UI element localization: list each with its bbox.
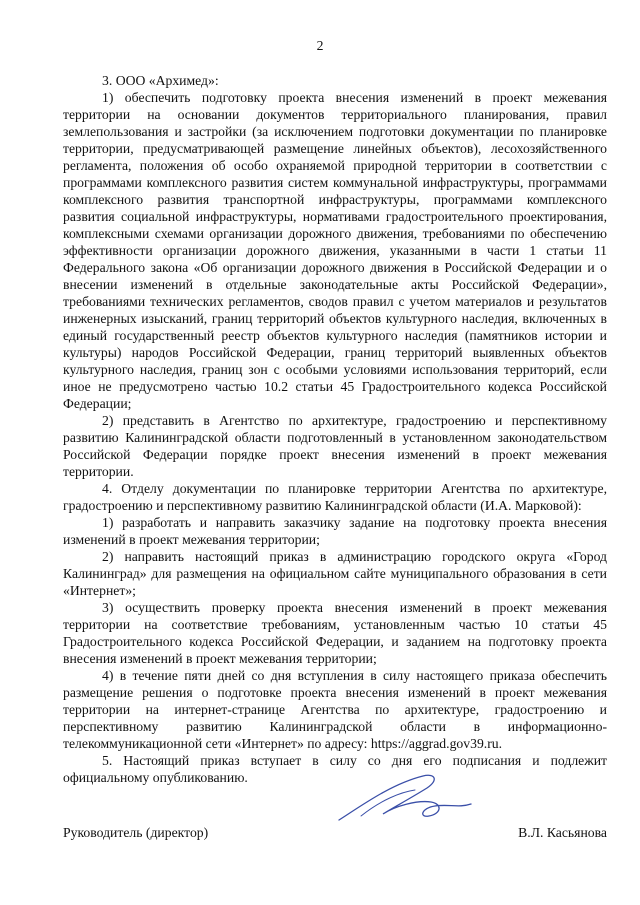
paragraph-item-4-2: 2) направить настоящий приказ в администрацию городского округа «Город Калининград» для размещения на официальном сайте муниципального образования в сети «Интернет»; [63,549,607,598]
page-number: 2 [316,38,324,53]
paragraph-item-3-2: 2) представить в Агентство по архитектуре, градостроению и перспективному развитию Калининградской области подготовленный в установленном законодательством Российской Федерации порядке проект внесения изменений в проект межевания территории. [63,413,607,479]
signature-block [63,770,607,840]
paragraph-item-5: 5. Настоящий приказ вступает в силу со дня его подписания и подлежит официальному опубликованию. [63,753,607,785]
signatory-name: В.Л. Касьянова [518,825,607,840]
handwritten-signature [331,770,481,828]
paragraph-item-4-3: 3) осуществить проверку проекта внесения изменений в проект межевания территории на соответствие требованиям, установленным частью 10 статьи 45 Градостроительного кодекса Российской Федерации, и заданием на подготовку проекта внесения изменений в проект межевания территории; [63,600,607,666]
paragraph-item-3-1: 1) обеспечить подготовку проекта внесения изменений в проект межевания территории на основании документов территориального планирования, правил землепользования и застройки (за исключением подготовки документации по планировке территории, предусматривающей размещение линейных объектов), лесохозяйственного регламента, положения об особо охраняемой природной территории в соответствии с программами комплексного развития систем коммунальной инфраструктуры, программами комплексного развития транспортной инфраструктуры, программами комплексного развития социальной инфраструктуры, нормативами градостроительного проектирования, комплексными схемами организации дорожного движения, требованиями по обеспечению эффективности организации дорожного движения, указанными в части 1 статьи 11 Федерального закона «Об организации дорожного движения в Российской Федерации и о внесении изменений в отдельные законодательные акты Российской Федерации», требованиями технических регламентов, сводов правил с учетом материалов и результатов инженерных изысканий, границ территорий объектов культурного наследия, включенных в единый государственный реестр объектов культурного наследия (памятников истории и культуры) народов Российской Федерации, границ территорий выявленных объектов культурного наследия, границ зон с особыми условиями использования территорий, если иное не предусмотрено частью 10.2 статьи 45 Градостроительного кодекса Российской Федерации; [63,90,607,411]
paragraph-item-4: 4. Отделу документации по планировке территории Агентства по архитектуре, градостроению и перспективному развитию Калининградской области (И.А. Марковой): [63,481,607,513]
paragraph-item-4-4: 4) в течение пяти дней со дня вступления в силу настоящего приказа обеспечить размещение решения о подготовке проекта внесения изменений в проект межевания территории на интернет-странице Агентства по архитектуре, градостроению и перспективному развитию Калининградской области в информационно-телекоммуникационной сети «Интернет» по адресу: https://aggrad.gov39.ru. [63,668,607,751]
signatory-position: Руководитель (директор) [63,825,209,840]
paragraph-item-4-1: 1) разработать и направить заказчику задание на подготовку проекта внесения изменений в проект межевания территории; [63,515,607,547]
document-body [63,72,607,786]
section-heading-archimed: 3. ООО «Архимед»: [102,73,219,88]
